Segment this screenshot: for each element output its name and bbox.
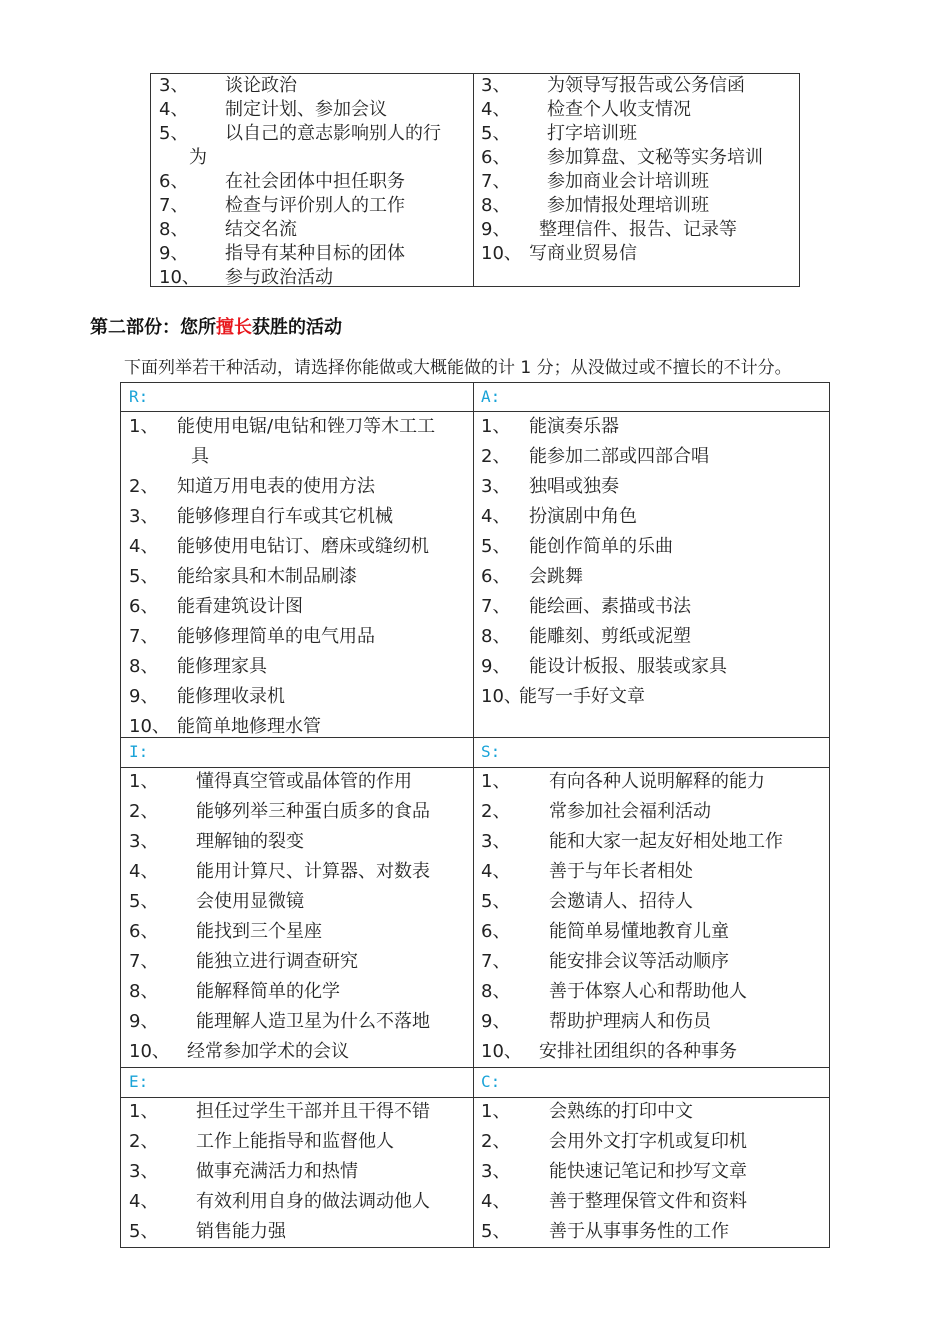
item-text: 独唱或独奏: [529, 476, 619, 497]
list-item: [481, 592, 821, 622]
list-item: [129, 622, 469, 652]
item-number: 9、: [129, 686, 159, 707]
item-number: 1、: [129, 771, 159, 792]
item-text: 能使用电锯/电钻和锉刀等木工工: [177, 416, 436, 437]
list-item: [481, 1157, 821, 1187]
item-text: 能创作简单的乐曲: [529, 536, 673, 557]
item-number: 8、: [481, 195, 511, 216]
item-text: 能解释简单的化学: [196, 981, 340, 1002]
item-text: 参加情报处理培训班: [547, 195, 709, 216]
item-text: 为领导写报告或公务信函: [547, 75, 745, 96]
list-item: [129, 827, 469, 857]
item-text: 善于与年长者相处: [549, 861, 693, 882]
item-number: 2、: [481, 1131, 511, 1152]
list-item: [159, 98, 479, 122]
category-header-e: E:: [129, 1072, 149, 1091]
item-number: 4、: [129, 861, 159, 882]
item-text: 有效利用自身的做法调动他人: [196, 1191, 430, 1212]
heading-highlight: 擅长: [216, 317, 252, 338]
item-text: 能设计板报、服装或家具: [529, 656, 727, 677]
item-number: 5、: [481, 1221, 511, 1242]
item-text: 会跳舞: [529, 566, 583, 587]
item-number: 7、: [481, 596, 511, 617]
item-number: 1、: [129, 416, 159, 437]
item-number: 6、: [481, 147, 511, 168]
item-number: 10、: [129, 716, 170, 737]
heading-text: 第二部份：您所: [90, 317, 216, 338]
item-text: 工作上能指导和监督他人: [196, 1131, 394, 1152]
item-number: 4、: [481, 506, 511, 527]
item-text: 能快速记笔记和抄写文章: [549, 1161, 747, 1182]
continuation-table: [150, 73, 800, 287]
list-item: [129, 1187, 469, 1217]
item-number: 5、: [159, 123, 189, 144]
list-item: [159, 170, 479, 194]
item-number: 5、: [129, 566, 159, 587]
list-item: [481, 194, 799, 218]
table-rule: [121, 1067, 829, 1068]
item-number: 3、: [481, 476, 511, 497]
item-number: 7、: [159, 195, 189, 216]
item-number: 4、: [481, 861, 511, 882]
item-number: 9、: [481, 219, 511, 240]
item-text: 会邀请人、招待人: [549, 891, 693, 912]
heading-text-end: 获胜的活动: [252, 317, 342, 338]
list-item: [481, 442, 821, 472]
item-number: 6、: [481, 921, 511, 942]
item-text: 能够修理简单的电气用品: [177, 626, 375, 647]
list-item: [129, 977, 469, 1007]
item-text: 会用外文打字机或复印机: [549, 1131, 747, 1152]
item-number: 2、: [129, 476, 159, 497]
list-item: [129, 532, 469, 562]
item-number: 5、: [481, 123, 511, 144]
item-text: 打字培训班: [547, 123, 637, 144]
list-item: [481, 887, 821, 917]
category-header-c: C:: [481, 1072, 501, 1091]
list-item: [159, 218, 479, 242]
list-item: [159, 266, 479, 290]
list-item: [159, 194, 479, 218]
table-divider: [473, 383, 474, 1247]
item-text: 能安排会议等活动顺序: [549, 951, 729, 972]
item-text: 能够列举三种蛋白质多的食品: [196, 801, 430, 822]
item-number: 10、: [481, 686, 522, 707]
list-item: [481, 146, 799, 170]
item-number: 7、: [129, 626, 159, 647]
list-item: [129, 562, 469, 592]
item-text: 做事充满活力和热情: [196, 1161, 358, 1182]
list-item: [481, 1217, 821, 1247]
item-number: 1、: [129, 1101, 159, 1122]
item-number: 7、: [129, 951, 159, 972]
item-text: 能找到三个星座: [196, 921, 322, 942]
list-item: [129, 797, 469, 827]
item-text: 能雕刻、剪纸或泥塑: [529, 626, 691, 647]
item-number: 1、: [481, 416, 511, 437]
item-text: 以自己的意志影响别人的行: [225, 123, 441, 144]
list-item: [129, 652, 469, 682]
item-number: 4、: [481, 99, 511, 120]
category-header-r: R:: [129, 387, 149, 406]
item-text: 能简单地修理水管: [177, 716, 321, 737]
item-number: 5、: [481, 536, 511, 557]
item-number: 9、: [481, 1011, 511, 1032]
item-text: 能参加二部或四部合唱: [529, 446, 709, 467]
item-number: 4、: [159, 99, 189, 120]
list-item: [481, 917, 821, 947]
item-number: 3、: [129, 831, 159, 852]
item-number: 10、: [159, 267, 200, 288]
list-item: [481, 682, 821, 712]
item-number: 4、: [129, 536, 159, 557]
item-number: 10、: [481, 1041, 522, 1062]
list-item: [481, 412, 821, 442]
item-text: 在社会团体中担任职务: [225, 171, 405, 192]
item-text: 常参加社会福利活动: [549, 801, 711, 822]
list-item: [481, 472, 821, 502]
item-text: 会熟练的打印中文: [549, 1101, 693, 1122]
list-item: [129, 887, 469, 917]
item-text: 能和大家一起友好相处地工作: [549, 831, 783, 852]
list-item: [159, 122, 479, 146]
list-item: [481, 1007, 821, 1037]
list-item: [481, 98, 799, 122]
item-number: 10、: [129, 1041, 170, 1062]
category-header-a: A:: [481, 387, 501, 406]
item-text: 谈论政治: [225, 75, 297, 96]
list-item: [481, 532, 821, 562]
list-item: [159, 242, 479, 266]
item-number: 3、: [481, 831, 511, 852]
item-text: 参加商业会计培训班: [547, 171, 709, 192]
item-text: 能给家具和木制品刷漆: [177, 566, 357, 587]
item-text: 结交名流: [225, 219, 297, 240]
item-text: 有向各种人说明解释的能力: [549, 771, 765, 792]
list-item: [481, 1187, 821, 1217]
item-text: 参加算盘、文秘等实务培训: [547, 147, 763, 168]
item-text: 知道万用电表的使用方法: [177, 476, 375, 497]
list-item: [129, 1217, 469, 1247]
item-number: 4、: [129, 1191, 159, 1212]
list-item: [481, 622, 821, 652]
item-number: 10、: [481, 243, 522, 264]
item-text: 能写一手好文章: [519, 686, 645, 707]
item-number: 8、: [129, 981, 159, 1002]
item-number: 8、: [481, 626, 511, 647]
item-text: 能简单易懂地教育儿童: [549, 921, 729, 942]
item-text: 指导有某种目标的团体: [225, 243, 405, 264]
list-item: [159, 74, 479, 98]
item-number: 2、: [129, 1131, 159, 1152]
item-text: 能够使用电钻订、磨床或缝纫机: [177, 536, 429, 557]
item-text: 善于体察人心和帮助他人: [549, 981, 747, 1002]
item-number: 3、: [481, 1161, 511, 1182]
item-text: 能用计算尺、计算器、对数表: [196, 861, 430, 882]
item-number: 3、: [159, 75, 189, 96]
list-item: [129, 1097, 469, 1127]
item-number: 8、: [159, 219, 189, 240]
item-text: 具: [191, 446, 209, 467]
item-text: 能独立进行调查研究: [196, 951, 358, 972]
item-text: 销售能力强: [196, 1221, 286, 1242]
list-item: [481, 947, 821, 977]
item-number: 1、: [481, 771, 511, 792]
item-text: 能够修理自行车或其它机械: [177, 506, 393, 527]
list-item: [481, 652, 821, 682]
item-number: 1、: [481, 1101, 511, 1122]
item-text: 善于整理保管文件和资料: [549, 1191, 747, 1212]
item-text: 帮助护理病人和伤员: [549, 1011, 711, 1032]
list-item: [129, 1007, 469, 1037]
list-item: [481, 1037, 821, 1067]
table-rule: [121, 737, 829, 738]
item-text: 检查个人收支情况: [547, 99, 691, 120]
list-item: [129, 1127, 469, 1157]
list-item: [129, 917, 469, 947]
list-item: [129, 1157, 469, 1187]
list-item: [481, 1127, 821, 1157]
item-number: 3、: [129, 506, 159, 527]
category-header-s: S:: [481, 742, 501, 761]
item-number: 7、: [481, 171, 511, 192]
item-text: 懂得真空管或晶体管的作用: [196, 771, 412, 792]
item-text: 为: [189, 147, 207, 168]
list-item: [481, 74, 799, 98]
list-item: [481, 122, 799, 146]
item-text: 能看建筑设计图: [177, 596, 303, 617]
list-item: [481, 218, 799, 242]
item-number: 6、: [481, 566, 511, 587]
item-text: 扮演剧中角色: [529, 506, 637, 527]
item-number: 4、: [481, 1191, 511, 1212]
item-number: 9、: [481, 656, 511, 677]
list-item: [129, 472, 469, 502]
item-text: 会使用显微镜: [196, 891, 304, 912]
list-item: [481, 242, 799, 266]
list-item: [481, 562, 821, 592]
item-number: 6、: [129, 921, 159, 942]
item-text: 能修理收录机: [177, 686, 285, 707]
item-text: 担任过学生干部并且干得不错: [196, 1101, 430, 1122]
item-text: 经常参加学术的会议: [187, 1041, 349, 1062]
list-item: [129, 1037, 469, 1067]
item-text: 制定计划、参加会议: [225, 99, 387, 120]
list-item: [481, 1097, 821, 1127]
item-number: 6、: [159, 171, 189, 192]
item-text: 能绘画、素描或书法: [529, 596, 691, 617]
list-item: [129, 412, 469, 442]
activities-table: [120, 382, 830, 1248]
item-number: 3、: [129, 1161, 159, 1182]
list-item: [159, 146, 479, 170]
item-text: 检查与评价别人的工作: [225, 195, 405, 216]
list-item: [129, 592, 469, 622]
list-item: [481, 977, 821, 1007]
list-item: [129, 857, 469, 887]
list-item: [129, 767, 469, 797]
item-text: 整理信件、报告、记录等: [539, 219, 737, 240]
item-number: 2、: [481, 446, 511, 467]
list-item: [481, 857, 821, 887]
item-text: 参与政治活动: [225, 267, 333, 288]
item-number: 5、: [129, 891, 159, 912]
item-number: 9、: [129, 1011, 159, 1032]
item-number: 9、: [159, 243, 189, 264]
list-item: [481, 170, 799, 194]
item-number: 5、: [129, 1221, 159, 1242]
list-item: [129, 947, 469, 977]
list-item: [481, 797, 821, 827]
list-item: [481, 827, 821, 857]
list-item: [481, 502, 821, 532]
item-text: 理解铀的裂变: [196, 831, 304, 852]
item-number: 8、: [129, 656, 159, 677]
item-text: 能演奏乐器: [529, 416, 619, 437]
item-number: 8、: [481, 981, 511, 1002]
item-text: 能修理家具: [177, 656, 267, 677]
item-text: 写商业贸易信: [529, 243, 637, 264]
item-number: 2、: [481, 801, 511, 822]
category-header-i: I:: [129, 742, 149, 761]
item-number: 2、: [129, 801, 159, 822]
item-text: 善于从事事务性的工作: [549, 1221, 729, 1242]
item-number: 5、: [481, 891, 511, 912]
list-item: [129, 442, 469, 472]
item-number: 6、: [129, 596, 159, 617]
section-heading: [90, 313, 342, 339]
instruction-text: 下面列举若干种活动，请选择你能做或大概能做的计 1 分；从没做过或不擅长的不计分。: [124, 358, 792, 378]
item-number: 7、: [481, 951, 511, 972]
list-item: [129, 682, 469, 712]
list-item: [481, 767, 821, 797]
item-text: 能理解人造卫星为什么不落地: [196, 1011, 430, 1032]
item-text: 安排社团组织的各种事务: [539, 1041, 737, 1062]
list-item: [129, 502, 469, 532]
item-number: 3、: [481, 75, 511, 96]
